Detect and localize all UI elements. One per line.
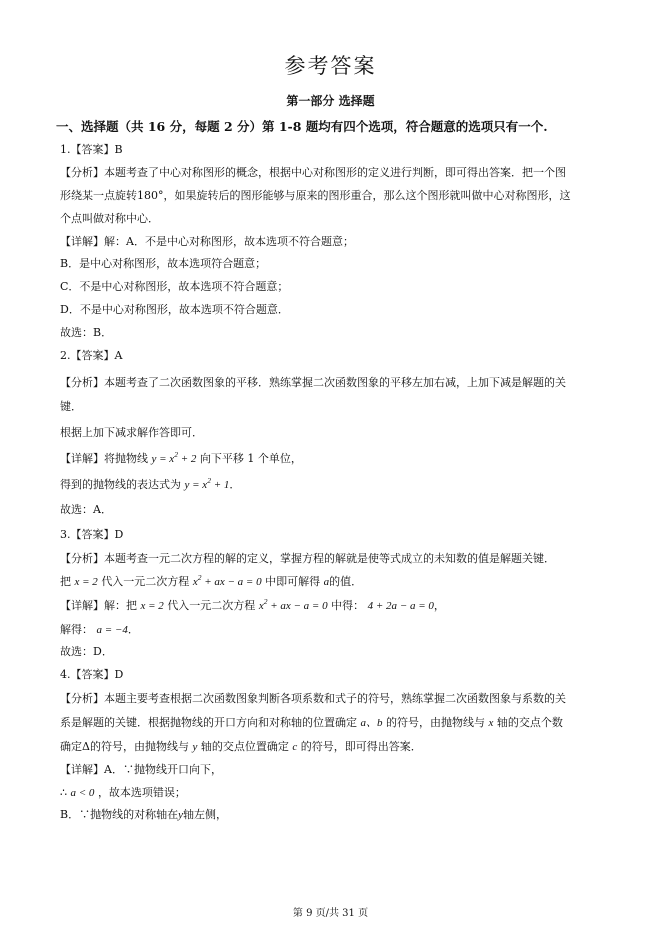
- q3-solve: 解得： a = −4．: [60, 623, 139, 636]
- formula-quadratic-equation: $x^2$ + ax − a = 0: [258, 597, 328, 612]
- q4-analysis-line: 确定Δ的符号，由抛物线与 y 轴的交点位置确定 c 的符号，即可得出答案．: [60, 740, 422, 753]
- q3-answer: 3.【答案】D: [60, 528, 124, 541]
- q2-rule: 根据上加下减求解作答即可．: [60, 426, 203, 439]
- page-footer: 第 9 页/共 31 页: [292, 908, 369, 919]
- q1-detail-line: D．不是中心对称图形，故本选项不符合题意．: [60, 303, 289, 316]
- q3-detail: 【详解】解：把 x = 2 代入一元二次方程 $x^2$ + ax − a = 0 中得： 4 + 2a − a = 0，: [60, 597, 445, 612]
- q1-analysis-line: 形绕某一点旋转180°，如果旋转后的图形能够与原来的图形重合，那么这个图形就叫做中心对称图形，这: [60, 189, 571, 202]
- formula-y-eq-x2-plus-2: $y = x^2 + 2$: [151, 450, 197, 465]
- part-title: 第一部分 选择题: [286, 94, 375, 108]
- q4-detail-line: B．∵抛物线的对称轴在y轴左侧，: [60, 808, 227, 821]
- q2-analysis-line: 【分析】本题考查了二次函数图象的平移．熟练掌握二次函数图象的平移左加右减，上加下减是解题的关: [60, 376, 566, 389]
- q3-analysis: 【分析】本题考查一元二次方程的解的定义，掌握方程的解就是使等式成立的未知数的值是解题关键．: [60, 552, 555, 565]
- q2-analysis-line: 键．: [60, 400, 82, 413]
- q3-choice: 故选：D．: [60, 645, 113, 658]
- page-title: 参考答案: [284, 54, 377, 78]
- q2-answer: 2.【答案】A: [60, 349, 123, 362]
- q2-result: 得到的抛物线的表达式为 $y = x^2 + 1$．: [60, 476, 241, 491]
- q1-analysis-line: 个点叫做对称中心．: [60, 212, 159, 225]
- q1-detail-line: C．不是中心对称图形，故本选项不符合题意；: [60, 280, 289, 293]
- q1-answer: 1.【答案】B: [60, 143, 123, 156]
- formula-y-eq-x2-plus-1: $y = x^2 + 1$: [184, 476, 230, 491]
- q1-analysis-line: 【分析】本题考查了中心对称图形的概念，根据中心对称图形的定义进行判断，即可得出答案．把一个图: [60, 166, 566, 179]
- q4-analysis-line: 【分析】本题主要考查根据二次函数图象判断各项系数和式子的符号，熟练掌握二次函数图象与系数的关: [60, 692, 566, 705]
- q4-analysis-line: 系是解题的关键．根据抛物线的开口方向和对称轴的位置确定 a、b 的符号，由抛物线与 x 轴的交点个数: [60, 716, 563, 729]
- q3-substitution: 把 x = 2 代入一元二次方程 $x^2$ + ax − a = 0 中即可解得 a的值．: [60, 573, 363, 588]
- q1-detail-line: 【详解】解：A．不是中心对称图形，故本选项不符合题意；: [60, 235, 354, 248]
- section-title: 一、选择题（共 16 分，每题 2 分）第 1-8 题均有四个选项，符合题意的选项只有一个.: [56, 119, 548, 134]
- q2-choice: 故选：A．: [60, 503, 112, 516]
- q4-detail-line: ∴ a < 0 ，故本选项错误；: [60, 786, 186, 799]
- formula-quadratic-equation: $x^2$ + ax − a = 0: [192, 573, 262, 588]
- q2-detail: 【详解】将抛物线 $y = x^2 + 2$ 向下平移 1 个单位，: [60, 450, 302, 465]
- q1-detail-line: B．是中心对称图形，故本选项符合题意；: [60, 257, 267, 270]
- q4-detail-line: 【详解】A．∵抛物线开口向下，: [60, 763, 222, 776]
- q4-answer: 4.【答案】D: [60, 668, 124, 681]
- q1-choice: 故选：B．: [60, 326, 113, 339]
